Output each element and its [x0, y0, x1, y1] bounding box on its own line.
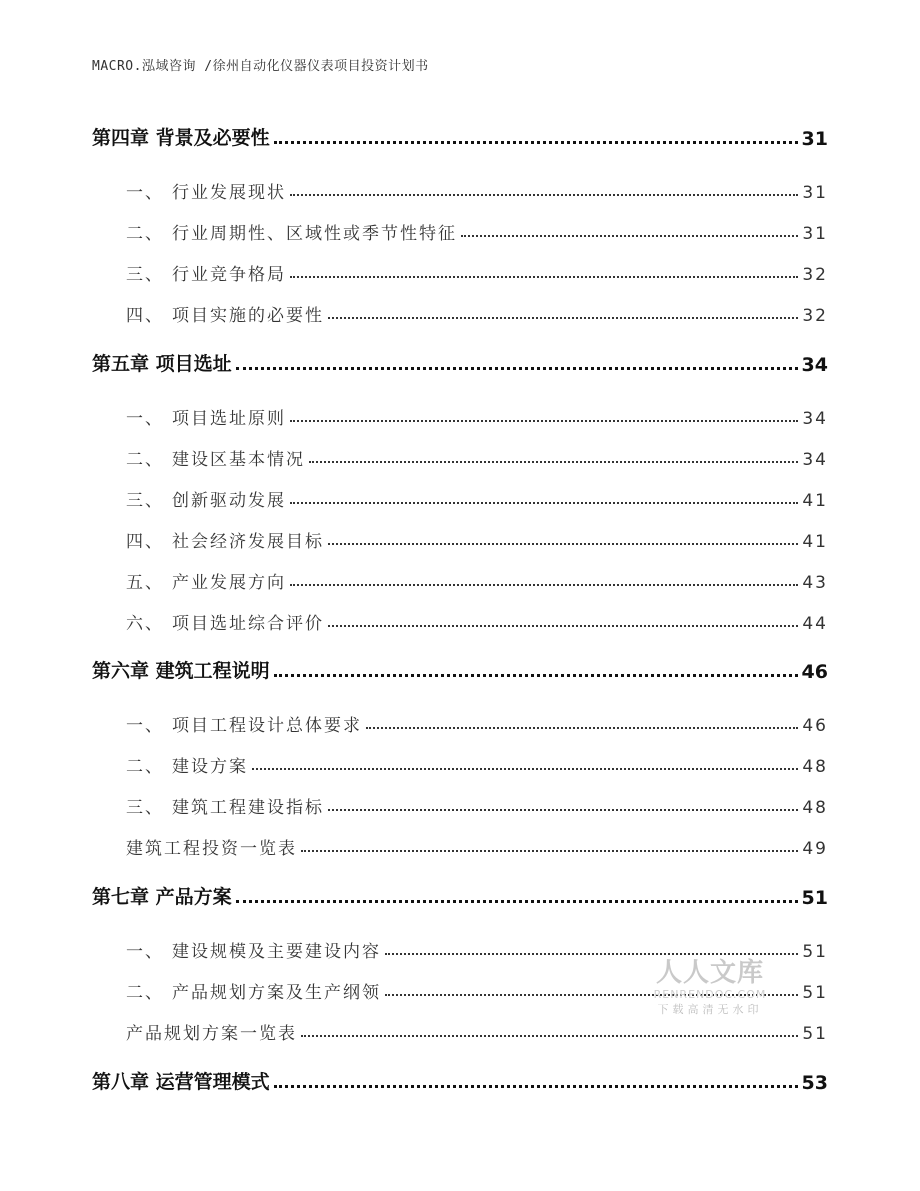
- dot-leader: [252, 768, 798, 770]
- dot-leader: [290, 420, 798, 422]
- toc-section-item[interactable]: [126, 747, 828, 777]
- toc-section-item[interactable]: [126, 481, 828, 511]
- toc-chapter-title: 第八章 运营管理模式: [92, 1071, 270, 1093]
- toc-section-item[interactable]: [126, 563, 828, 593]
- toc-section-title: 创新驱动发展: [172, 491, 286, 511]
- dot-leader: [274, 1085, 798, 1088]
- toc-section-number: 二、: [126, 757, 164, 777]
- dot-leader: [366, 727, 798, 729]
- dot-leader: [290, 502, 798, 504]
- dot-leader: [290, 194, 798, 196]
- toc-chapter-5[interactable]: [92, 346, 828, 376]
- toc-chapter-title: 第六章 建筑工程说明: [92, 660, 270, 682]
- toc-section-item[interactable]: [126, 522, 828, 552]
- toc-section-item[interactable]: [126, 604, 828, 634]
- watermark-logo: [648, 958, 772, 1018]
- dot-leader: [290, 584, 798, 586]
- toc-page-number: 48: [802, 757, 828, 777]
- toc-section-title: 建设区基本情况: [172, 450, 305, 470]
- toc-section-item[interactable]: [126, 706, 828, 736]
- dot-leader: [328, 317, 798, 319]
- dot-leader: [309, 461, 798, 463]
- dot-leader: [274, 674, 798, 677]
- toc-page-number: 51: [802, 983, 828, 1003]
- toc-section-item[interactable]: [126, 399, 828, 429]
- toc-section-number: 四、: [126, 532, 164, 552]
- toc-section-number: 一、: [126, 409, 164, 429]
- dot-leader: [301, 850, 798, 852]
- toc-section-item[interactable]: [126, 296, 828, 326]
- toc-section-number: 一、: [126, 942, 164, 962]
- toc-section-title: 行业竞争格局: [172, 265, 286, 285]
- dot-leader: [274, 141, 798, 144]
- toc-section-item[interactable]: [126, 440, 828, 470]
- toc-section-item[interactable]: [126, 255, 828, 285]
- dot-leader: [328, 809, 798, 811]
- toc-section-title: 社会经济发展目标: [172, 532, 324, 552]
- toc-page-number: 41: [802, 491, 828, 511]
- toc-page-number: 34: [802, 409, 828, 429]
- toc-page-number: 48: [802, 798, 828, 818]
- toc-page-number: 51: [802, 942, 828, 962]
- toc-page-number: 32: [802, 306, 828, 326]
- toc-section-title: 产品规划方案及生产纲领: [172, 983, 381, 1003]
- toc-section-title: 建筑工程建设指标: [172, 798, 324, 818]
- toc-section-title: 建设规模及主要建设内容: [172, 942, 381, 962]
- toc-page-number: 44: [802, 614, 828, 634]
- toc-section-title: 行业发展现状: [172, 183, 286, 203]
- toc-page-number: 49: [802, 839, 828, 859]
- toc-page-number: 51: [802, 1024, 828, 1044]
- toc-section-number: 一、: [126, 183, 164, 203]
- toc-page-number: 53: [801, 1072, 828, 1094]
- toc-chapter-8[interactable]: [92, 1064, 828, 1094]
- dot-leader: [328, 625, 798, 627]
- dot-leader: [236, 900, 798, 903]
- toc-section-number: 二、: [126, 224, 164, 244]
- toc-table-item[interactable]: [126, 1014, 828, 1044]
- watermark-tagline: 下载高清无水印: [657, 1003, 763, 1016]
- toc-chapter-title: 第五章 项目选址: [92, 353, 232, 375]
- toc-section-title: 项目工程设计总体要求: [172, 716, 362, 736]
- watermark-title: 人人文库: [655, 958, 764, 988]
- toc-section-number: 三、: [126, 798, 164, 818]
- dot-leader: [290, 276, 798, 278]
- dot-leader: [328, 543, 798, 545]
- watermark-domain: RENRENDOC.COM: [653, 988, 767, 1001]
- toc-table-title: 产品规划方案一览表: [126, 1024, 297, 1044]
- toc-page-number: 32: [802, 265, 828, 285]
- toc-section-number: 二、: [126, 983, 164, 1003]
- toc-section-title: 建设方案: [172, 757, 248, 777]
- toc-page-number: 34: [802, 450, 828, 470]
- toc-chapter-4[interactable]: [92, 120, 828, 150]
- toc-chapter-7[interactable]: [92, 879, 828, 909]
- toc-section-item[interactable]: [126, 173, 828, 203]
- toc-page-number: 31: [802, 183, 828, 203]
- toc-section-title: 项目选址综合评价: [172, 614, 324, 634]
- dot-leader: [236, 367, 798, 370]
- toc-section-number: 五、: [126, 573, 164, 593]
- toc-section-item[interactable]: [126, 214, 828, 244]
- toc-page-number: 43: [802, 573, 828, 593]
- toc-table-item[interactable]: [126, 829, 828, 859]
- toc-section-title: 项目实施的必要性: [172, 306, 324, 326]
- toc-section-number: 一、: [126, 716, 164, 736]
- toc-page-number: 41: [802, 532, 828, 552]
- toc-chapter-6[interactable]: [92, 653, 828, 683]
- dot-leader: [461, 235, 798, 237]
- toc-page-number: 31: [801, 128, 828, 150]
- toc-page-number: 34: [801, 354, 828, 376]
- toc-chapter-title: 第七章 产品方案: [92, 886, 232, 908]
- toc-section-number: 二、: [126, 450, 164, 470]
- toc-section-title: 行业周期性、区域性或季节性特征: [172, 224, 457, 244]
- toc-page-number: 46: [802, 716, 828, 736]
- toc-section-title: 产业发展方向: [172, 573, 286, 593]
- dot-leader: [301, 1035, 798, 1037]
- dot-leader: [385, 953, 798, 955]
- toc-page-number: 46: [801, 661, 828, 683]
- toc-section-number: 四、: [126, 306, 164, 326]
- toc-section-number: 三、: [126, 491, 164, 511]
- toc-section-number: 六、: [126, 614, 164, 634]
- document-header: MACRO.泓域咨询 /徐州自动化仪器仪表项目投资计划书: [92, 59, 429, 74]
- toc-page-number: 51: [801, 887, 828, 909]
- toc-table-title: 建筑工程投资一览表: [126, 839, 297, 859]
- toc-section-title: 项目选址原则: [172, 409, 286, 429]
- toc-chapter-title: 第四章 背景及必要性: [92, 127, 270, 149]
- toc-page-number: 31: [802, 224, 828, 244]
- toc-section-number: 三、: [126, 265, 164, 285]
- toc-section-item[interactable]: [126, 788, 828, 818]
